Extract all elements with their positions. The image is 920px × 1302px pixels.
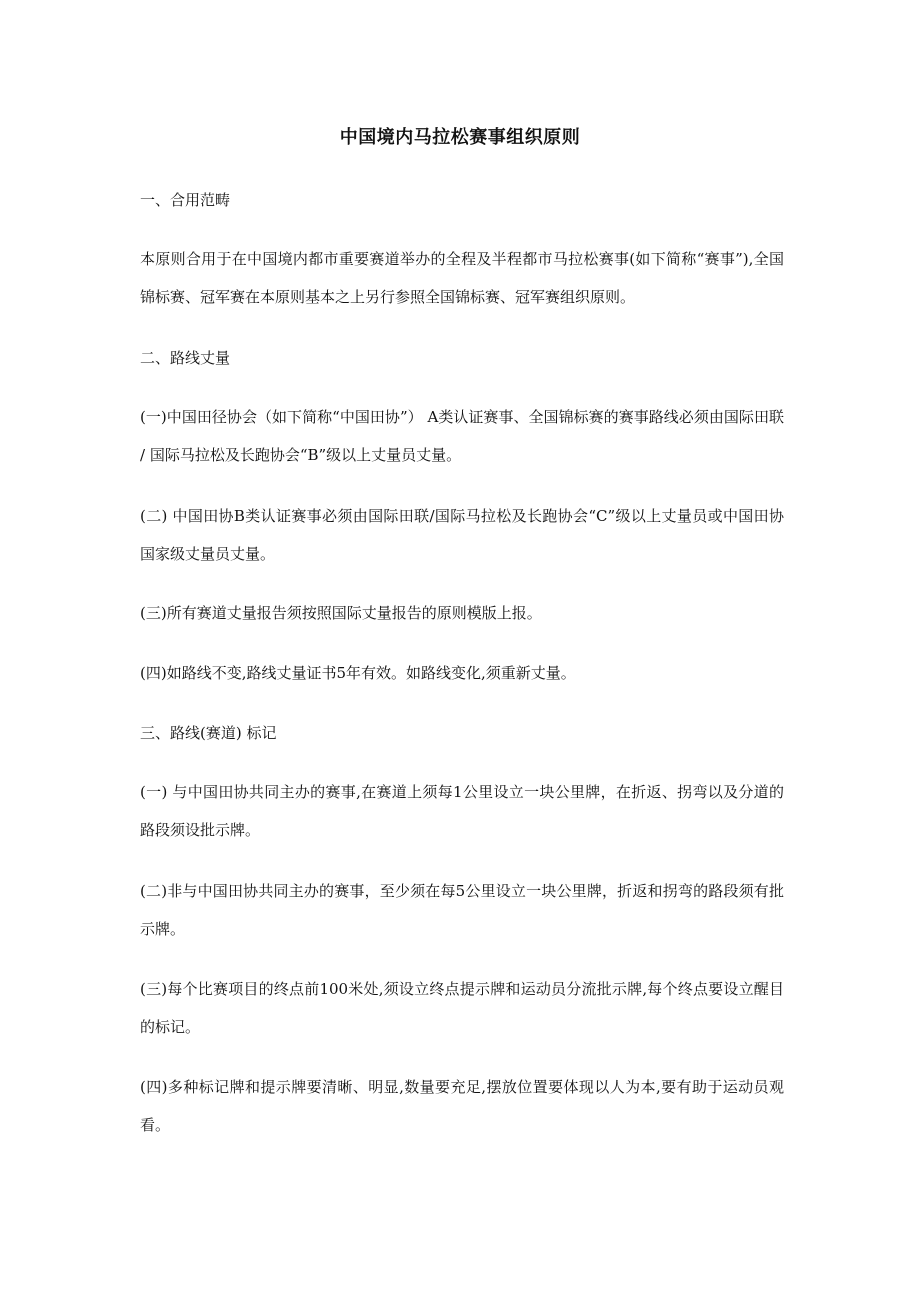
document-title: 中国境内马拉松赛事组织原则	[339, 127, 581, 148]
paragraph-marking-1: (一) 与中国田协共同主办的赛事,在赛道上须每1公里设立一块公里牌，在折返、拐弯以及分道的路段须设批示牌。	[140, 783, 784, 839]
section-heading-route-marking: 三、路线(赛道) 标记	[140, 724, 277, 742]
paragraph-measurement-1: (一)中国田径协会（如下简称“中国田协”） A类认证赛事、全国锦标赛的赛事路线必须由国际田联 / 国际马拉松及长跑协会“B”级以上丈量员丈量。	[140, 408, 784, 464]
section-heading-scope: 一、合用范畴	[140, 191, 231, 209]
paragraph-measurement-4: (四)如路线不变,路线丈量证书5年有效。如路线变化,须重新丈量。	[140, 664, 576, 682]
paragraph-scope: 本原则合用于在中国境内都市重要赛道举办的全程及半程都市马拉松赛事(如下简称“赛事”),全国锦标赛、冠军赛在本原则基本之上另行参照全国锦标赛、冠军赛组织原则。	[140, 250, 784, 306]
paragraph-marking-3: (三)每个比赛项目的终点前100米处,须设立终点提示牌和运动员分流批示牌,每个终点要设立醒目的标记。	[140, 980, 784, 1036]
paragraph-marking-4: (四)多种标记牌和提示牌要清晰、明显,数量要充足,摆放位置要体现以人为本,要有助于运动员观看。	[140, 1078, 784, 1134]
paragraph-marking-2: (二)非与中国田协共同主办的赛事，至少须在每5公里设立一块公里牌，折返和拐弯的路段须有批示牌。	[140, 882, 784, 938]
paragraph-measurement-3: (三)所有赛道丈量报告须按照国际丈量报告的原则模版上报。	[140, 604, 542, 622]
paragraph-measurement-2: (二) 中国田协B类认证赛事必须由国际田联/国际马拉松及长跑协会“C”级以上丈量员或中国田协国家级丈量员丈量。	[140, 507, 784, 563]
section-heading-route-measurement: 二、路线丈量	[140, 349, 231, 367]
